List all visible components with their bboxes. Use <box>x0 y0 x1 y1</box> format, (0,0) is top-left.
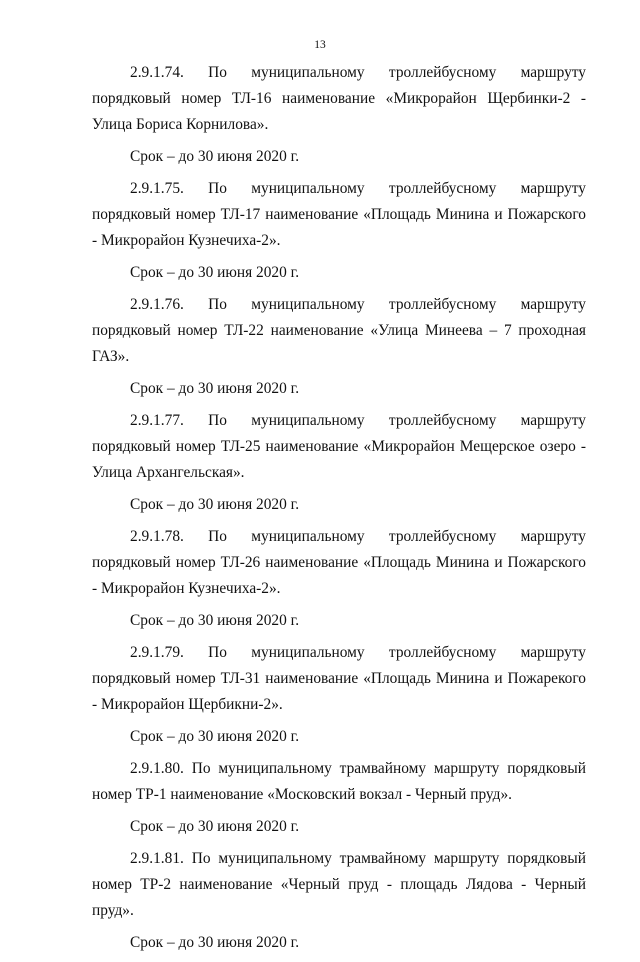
clause-2-9-1-74: 2.9.1.74. По муниципальному троллейбусному маршруту порядковый номер ТЛ-16 наименование «Микрорайон Щербинки-2 - Улица Бориса Корнилова». <box>92 64 586 133</box>
deadline-2-9-1-78: Срок – до 30 июня 2020 г. <box>130 612 300 629</box>
deadline-2-9-1-74: Срок – до 30 июня 2020 г. <box>130 148 300 165</box>
deadline-2-9-1-80: Срок – до 30 июня 2020 г. <box>130 818 300 835</box>
clause-2-9-1-75: 2.9.1.75. По муниципальному троллейбусному маршруту порядковый номер ТЛ-17 наименование «Площадь Минина и Пожарского - Микрорайон Кузнечиха-2». <box>92 180 586 249</box>
deadline-2-9-1-79: Срок – до 30 июня 2020 г. <box>130 728 300 745</box>
deadline-2-9-1-76: Срок – до 30 июня 2020 г. <box>130 380 300 397</box>
clause-2-9-1-77: 2.9.1.77. По муниципальному троллейбусному маршруту порядковый номер ТЛ-25 наименование «Микрорайон Мещерское озеро - Улица Архангельская». <box>92 412 586 481</box>
clause-2-9-1-78: 2.9.1.78. По муниципальному троллейбусному маршруту порядковый номер ТЛ-26 наименование «Площадь Минина и Пожарского - Микрорайон Кузнечиха-2». <box>92 528 586 597</box>
document-body <box>92 60 586 962</box>
deadline-2-9-1-81: Срок – до 30 июня 2020 г. <box>130 934 300 951</box>
page-number: 13 <box>314 39 326 51</box>
deadline-2-9-1-75: Срок – до 30 июня 2020 г. <box>130 264 300 281</box>
deadline-2-9-1-77: Срок – до 30 июня 2020 г. <box>130 496 300 513</box>
clause-2-9-1-79: 2.9.1.79. По муниципальному троллейбусному маршруту порядковый номер ТЛ-31 наименование «Площадь Минина и Пожарекого - Микрорайон Щербикни-2». <box>92 644 586 713</box>
clause-2-9-1-81: 2.9.1.81. По муниципальному трамвайному маршруту порядковый номер ТР-2 наименование «Черный пруд - площадь Лядова - Черный пруд». <box>92 850 586 919</box>
clause-2-9-1-80: 2.9.1.80. По муниципальному трамвайному маршруту порядковый номер ТР-1 наименование «Московский вокзал - Черный пруд». <box>92 760 586 803</box>
clause-2-9-1-76: 2.9.1.76. По муниципальному троллейбусному маршруту порядковый номер ТЛ-22 наименование «Улица Минеева – 7 проходная ГАЗ». <box>92 296 586 365</box>
